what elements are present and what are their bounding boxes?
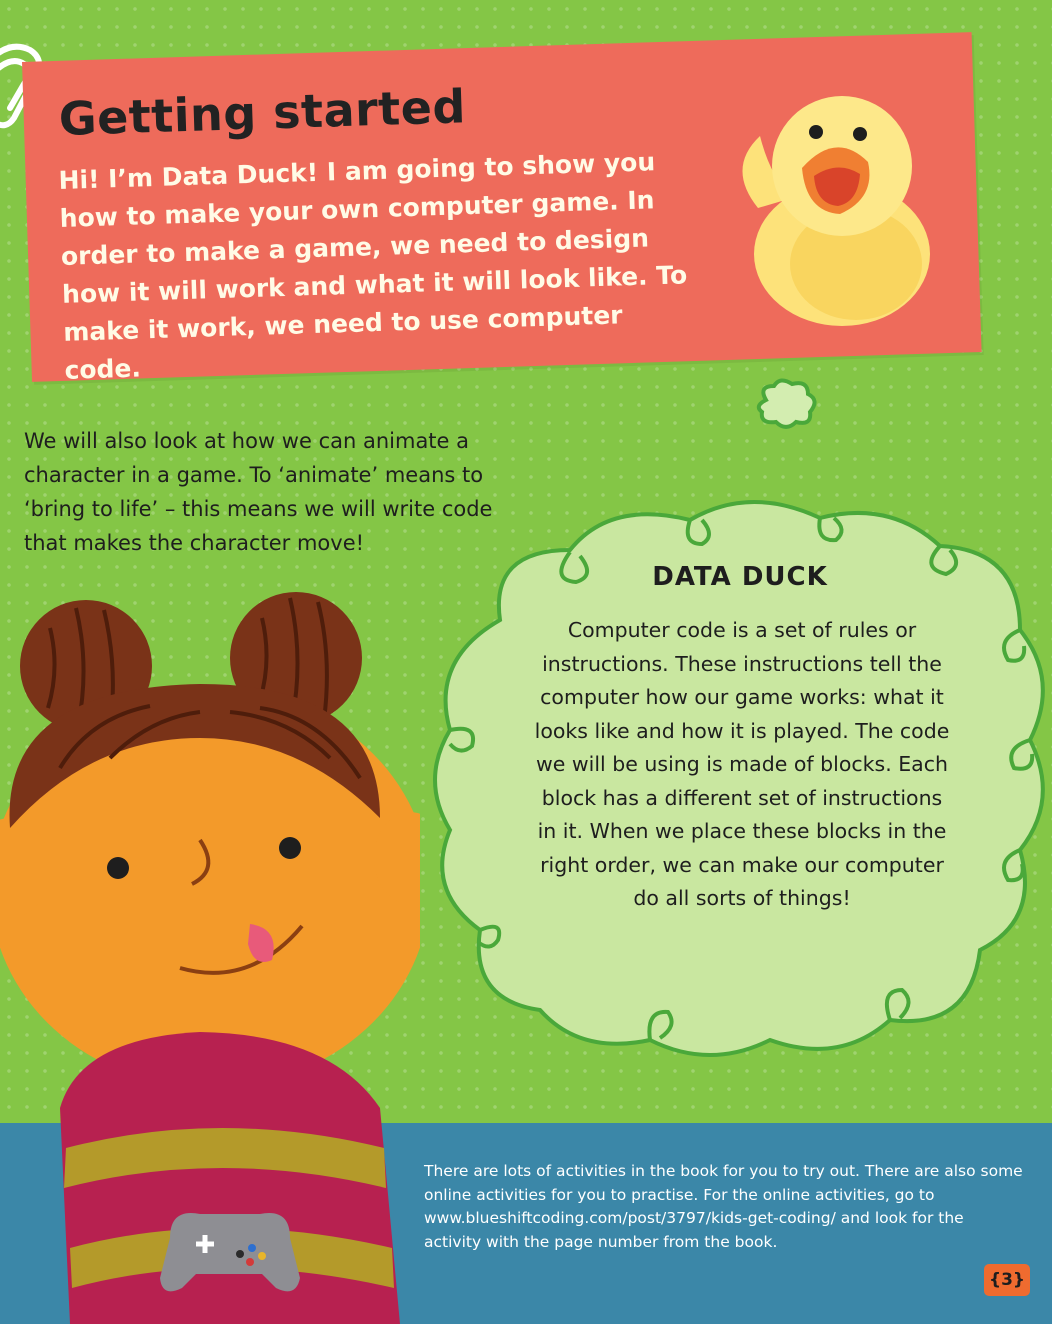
duck-icon [718,78,938,330]
page-number-badge: {3} [984,1264,1030,1296]
footer-text: There are lots of activities in the book for you to try out. There are also some online activities for you to practise. For the online activities, go to www.blueshiftcoding.com/post/3797/kids-get-coding/ and look for the activity with the page number from the book. [424,1162,1023,1251]
header-intro-text: Hi! I’m Data Duck! I am going to show you how to make your own computer game. In order to make a game, we need to design how it will work and what it will look like. To make it work, we need to use computer code. [58,147,688,385]
callout-text: Computer code is a set of rules or instructions. These instructions tell the computer how our game works: what it looks like and how it is played. The code we will be using is made of blocks. Each block has a different set of instructions in it. When we place these blocks in the right order, we can make our computer do all sorts of things! [534,618,950,910]
girl-illustration [0,588,420,1324]
callout-title: DATA DUCK [652,562,828,592]
thought-cloud-icon [752,376,822,432]
intro-paragraph: We will also look at how we can animate a character in a game. To ‘animate’ means to ‘bring to life’ – this means we will write code that makes the character move! [24,429,493,555]
page-title: Getting started [58,79,467,146]
